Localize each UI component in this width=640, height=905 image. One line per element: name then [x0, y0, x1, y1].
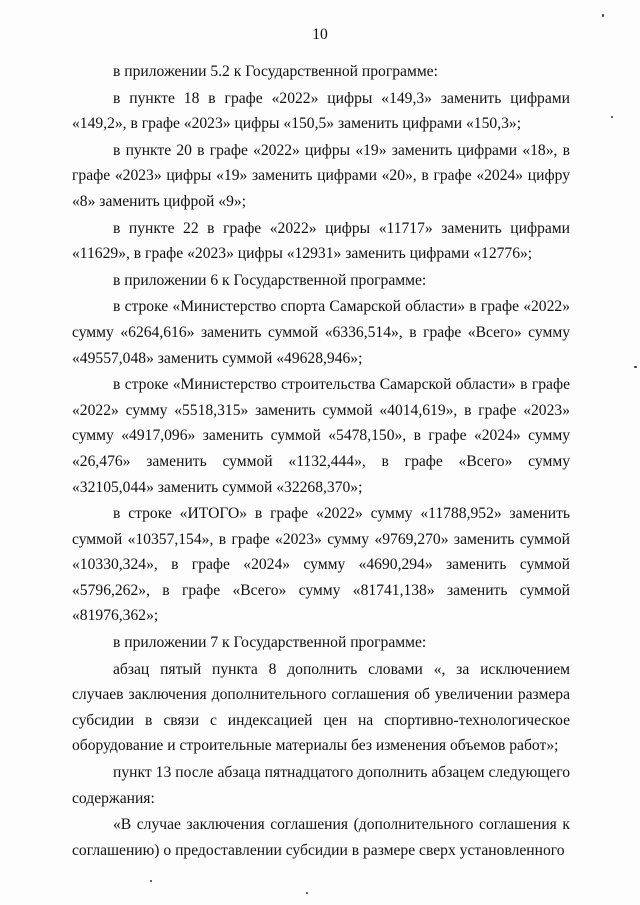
scan-speck	[611, 116, 613, 118]
page-number: 10	[312, 26, 328, 43]
paragraph-item-20: в пункте 20 в графе «2022» цифры «19» заменить цифрами «18», в графе «2023» цифры «19» заменить цифрами «20», в графе «2024» цифру «8» заменить цифрой «9»;	[72, 141, 570, 210]
paragraph-appendix-6-heading: в приложении 6 к Государственной программе:	[113, 271, 427, 289]
paragraph-total-row: в строке «ИТОГО» в графе «2022» сумму «11788,952» заменить суммой «10357,154», в графе «2023» сумму «9769,270» заменить суммой «10330,324», в графе «2024» сумму «4690,294» заменить суммой «5796,262», в графе «Всего» сумму «81741,138» заменить суммой «81976,362»;	[72, 505, 570, 625]
paragraph-item-13-addition: пункт 13 после абзаца пятнадцатого дополнить абзацем следующего содержания:	[72, 764, 570, 807]
paragraph-appendix-5-2-heading: в приложении 5.2 к Государственной программе:	[113, 63, 438, 80]
paragraph-item-18: в пункте 18 в графе «2022» цифры «149,3» заменить цифрами «149,2», в графе «2023» цифры «150,5» заменить цифрами «150,3»;	[72, 89, 570, 133]
paragraph-appendix-7-heading: в приложении 7 к Государственной программе:	[113, 634, 427, 652]
scan-speck	[150, 880, 152, 882]
paragraph-ministry-of-construction-row: в строке «Министерство строительства Самарской области» в графе «2022» сумму «5518,315» заменить суммой «4014,619», в графе «2023» сумму «4917,096» заменить суммой «5478,150», в графе «2024» сумму «26,476» заменить суммой «1132,444», в графе «Всего» сумму «32105,044» заменить суммой «32268,370»;	[72, 376, 570, 496]
paragraph-quoted-new-text: «В случае заключения соглашения (дополнительного соглашения к соглашению) о предоставлении субсидии в размере сверх установленного	[72, 816, 570, 859]
scan-speck	[306, 892, 308, 894]
paragraph-item-22: в пункте 22 в графе «2022» цифры «11717» заменить цифрами «11629», в графе «2023» цифры «12931» заменить цифрами «12776»;	[72, 219, 570, 263]
document-body	[72, 59, 570, 863]
scan-speck	[634, 366, 637, 368]
paragraph-item-8-addition: абзац пятый пункта 8 дополнить словами «, за исключением случаев заключения дополнительного соглашения об увеличении размера субсидии в связи с индексацией цен на спортивно-технологическое оборудование и строительные материалы без изменения объемов работ»;	[72, 660, 570, 755]
paragraph-ministry-of-sport-row: в строке «Министерство спорта Самарской области» в графе «2022» сумму «6264,616» заменить суммой «6336,514», в графе «Всего» сумму «49557,048» заменить суммой «49628,946»;	[72, 298, 570, 367]
scan-speck	[602, 14, 604, 17]
